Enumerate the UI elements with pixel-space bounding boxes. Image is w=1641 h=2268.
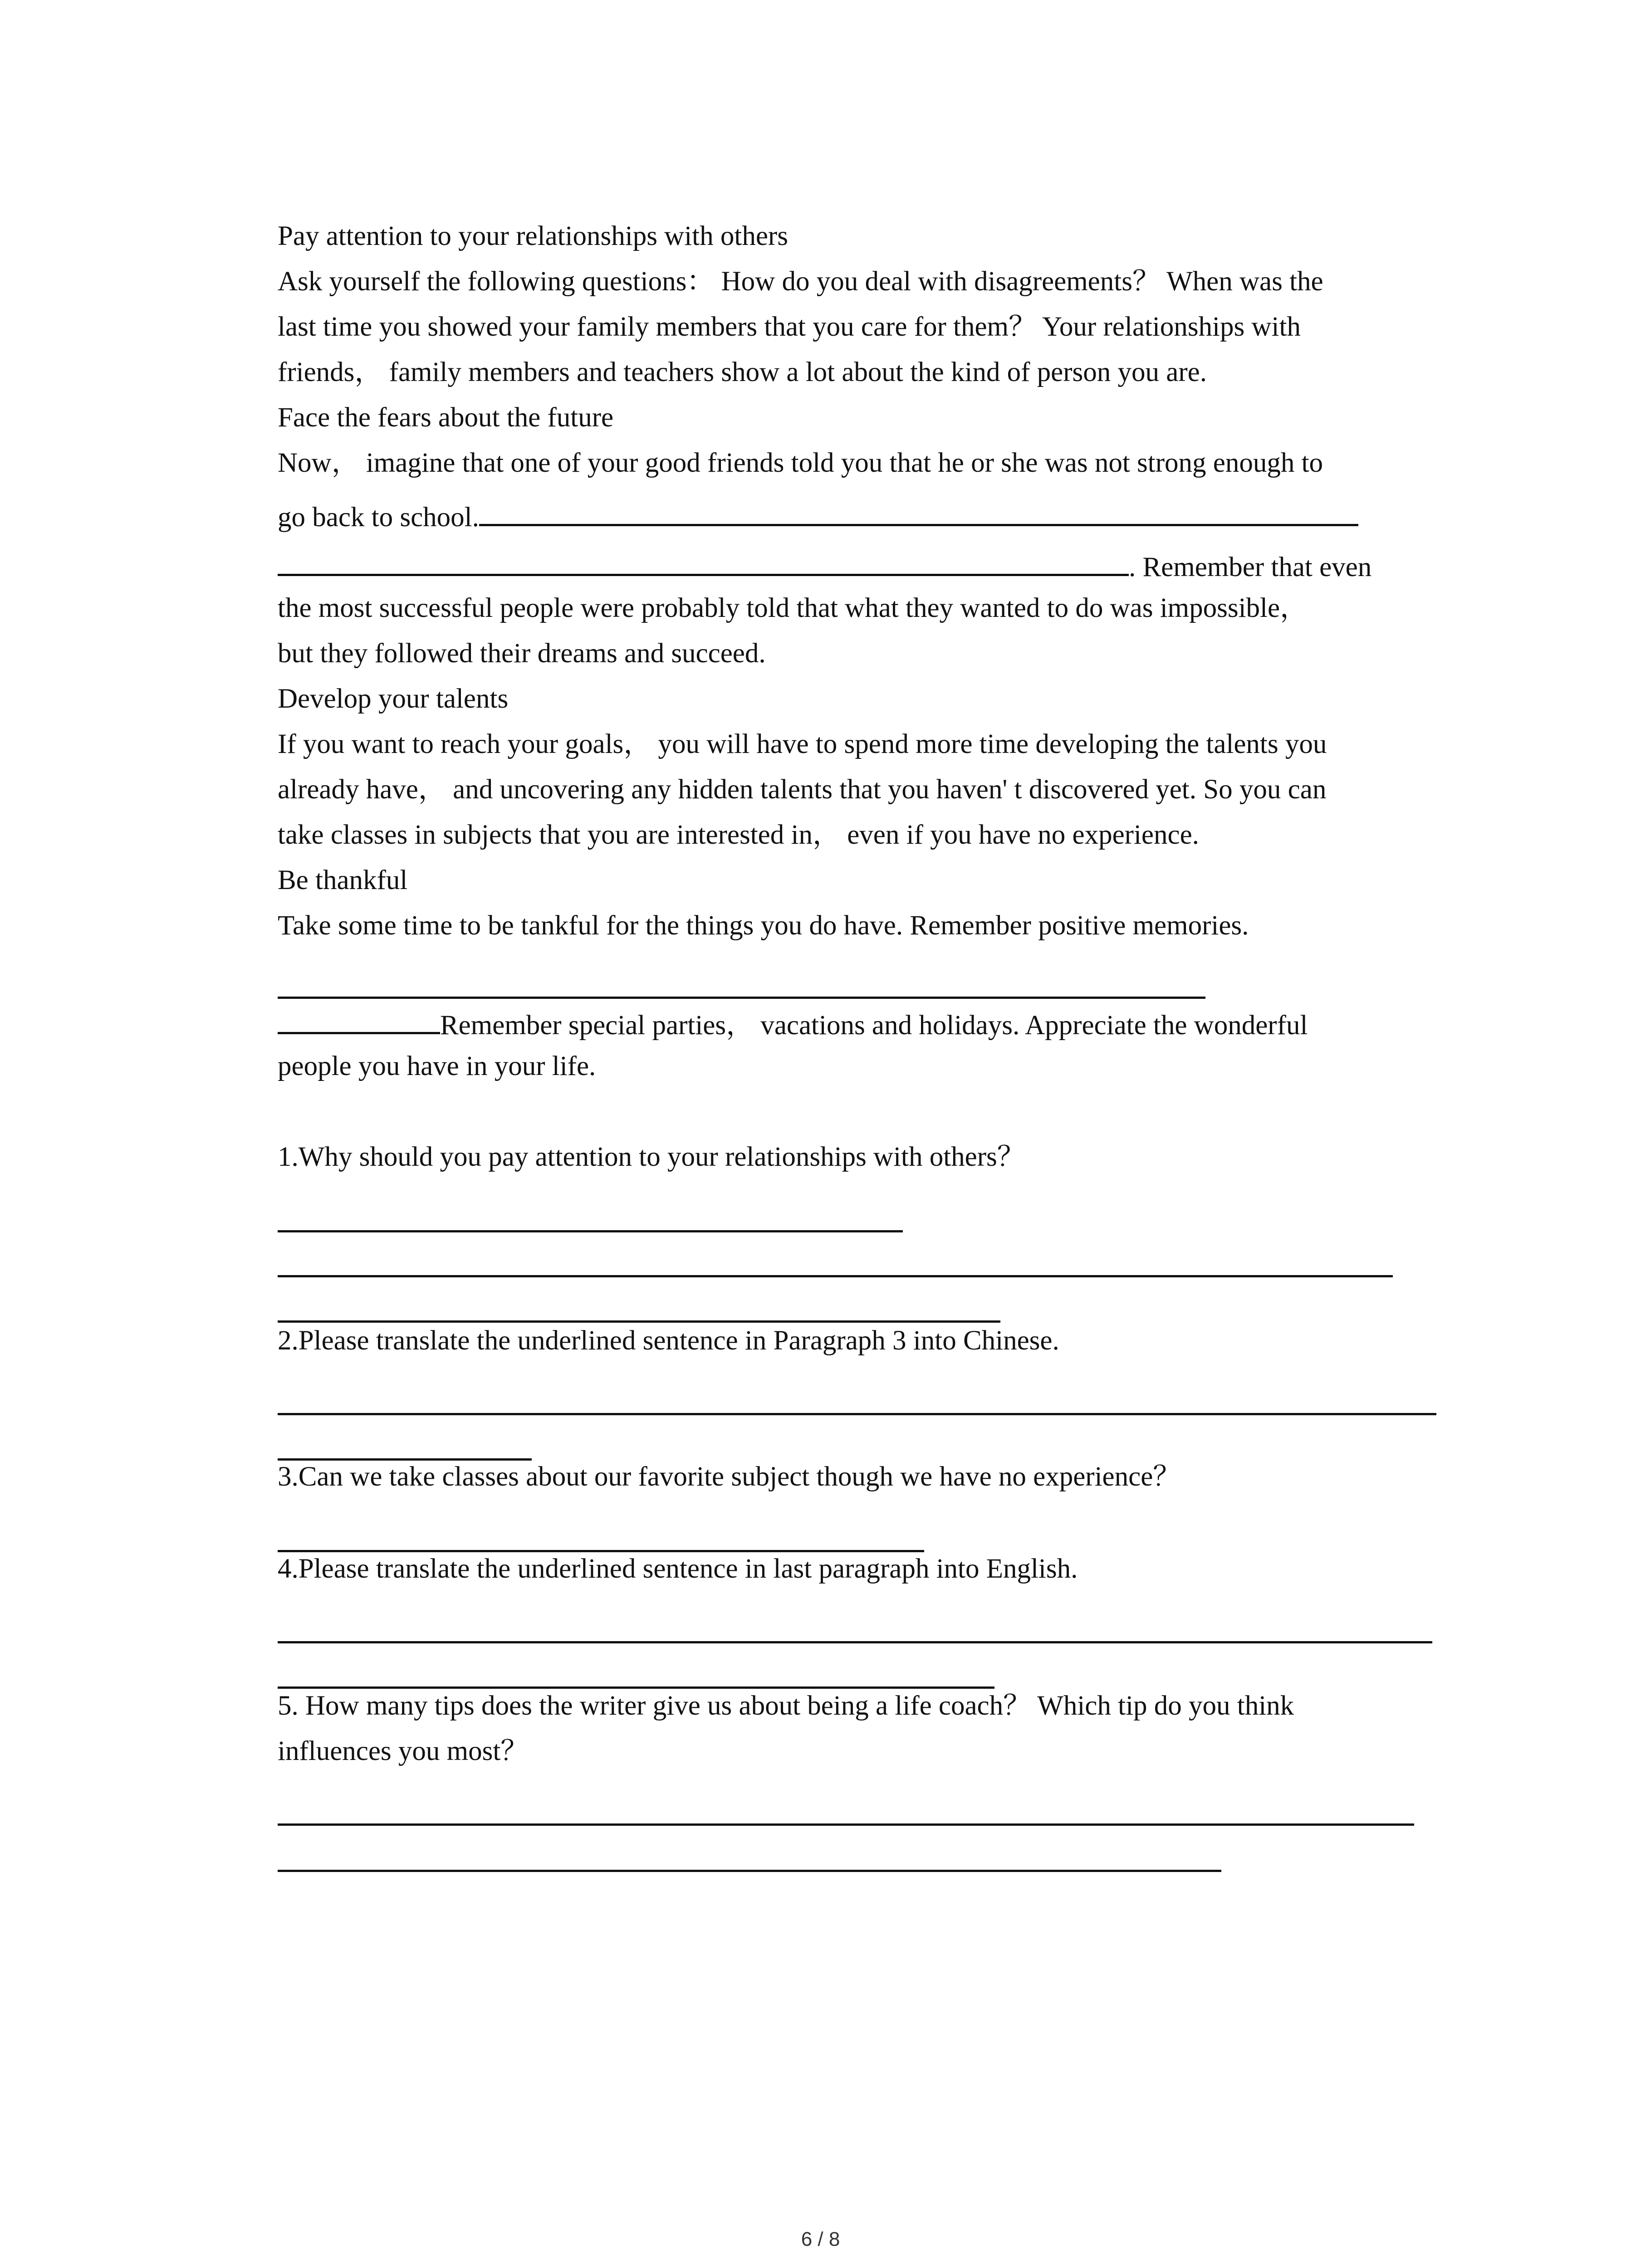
paragraph-line-with-blank xyxy=(278,1007,1308,1039)
question-3: 3.Can we take classes about our favorite subject though we have no experience？ xyxy=(278,1461,1181,1492)
paragraph-line: Ask yourself the following questions： How do you deal with disagreements？ When was the xyxy=(278,266,1323,297)
answer-line[interactable] xyxy=(278,1641,1432,1643)
paragraph-line: Take some time to be tankful for the things you do have. Remember positive memories. xyxy=(278,910,1249,941)
paragraph-line: the most successful people were probably told that what they wanted to do was impossible， xyxy=(278,593,1308,623)
section-heading: Be thankful xyxy=(278,865,408,895)
paragraph-line: take classes in subjects that you are interested in， even if you have no experience. xyxy=(278,820,1199,850)
question-5-continued: influences you most？ xyxy=(278,1736,529,1766)
answer-line[interactable] xyxy=(278,1550,924,1552)
paragraph-line: If you want to reach your goals， you will have to spend more time developing the talents you xyxy=(278,729,1327,759)
question-4: 4.Please translate the underlined sentence in last paragraph into English. xyxy=(278,1554,1078,1584)
paragraph-text: go back to school. xyxy=(278,502,479,533)
paragraph-line-with-blank xyxy=(278,499,1358,531)
question-5: 5. How many tips does the writer give us about being a life coach？ Which tip do you think xyxy=(278,1691,1294,1721)
question-1: 1.Why should you pay attention to your relationships with others？ xyxy=(278,1142,1025,1172)
paragraph-text: . Remember that even xyxy=(1129,552,1372,582)
answer-line[interactable] xyxy=(278,1686,994,1689)
section-heading: Develop your talents xyxy=(278,684,509,714)
question-2: 2.Please translate the underlined sentence in Paragraph 3 into Chinese. xyxy=(278,1325,1059,1356)
answer-line[interactable] xyxy=(278,1320,1000,1323)
paragraph-line: last time you showed your family members that you care for them？ Your relationships with xyxy=(278,312,1301,342)
answer-line[interactable] xyxy=(278,1230,903,1232)
answer-blank[interactable] xyxy=(278,997,1205,999)
paragraph-line: people you have in your life. xyxy=(278,1051,596,1081)
page-number: 6 / 8 xyxy=(801,2228,840,2250)
answer-blank[interactable] xyxy=(278,1007,440,1034)
answer-line[interactable] xyxy=(278,1458,532,1461)
answer-blank[interactable] xyxy=(278,549,1129,576)
answer-line[interactable] xyxy=(278,1870,1221,1872)
answer-line[interactable] xyxy=(278,1275,1393,1277)
answer-blank[interactable] xyxy=(479,499,1358,526)
paragraph-line: Now， imagine that one of your good friends told you that he or she was not strong enough to xyxy=(278,448,1323,478)
answer-line[interactable] xyxy=(278,1413,1436,1415)
paragraph-line: but they followed their dreams and succeed. xyxy=(278,638,766,669)
paragraph-text: Remember special parties， vacations and holidays. Appreciate the wonderful xyxy=(440,1010,1308,1041)
paragraph-line: already have， and uncovering any hidden talents that you haven' t discovered yet. So you can xyxy=(278,774,1327,805)
section-heading: Pay attention to your relationships with others xyxy=(278,221,788,251)
paragraph-line: friends， family members and teachers show a lot about the kind of person you are. xyxy=(278,357,1207,387)
section-heading: Face the fears about the future xyxy=(278,402,614,433)
paragraph-line-with-blank xyxy=(278,549,1372,581)
answer-line[interactable] xyxy=(278,1823,1414,1826)
